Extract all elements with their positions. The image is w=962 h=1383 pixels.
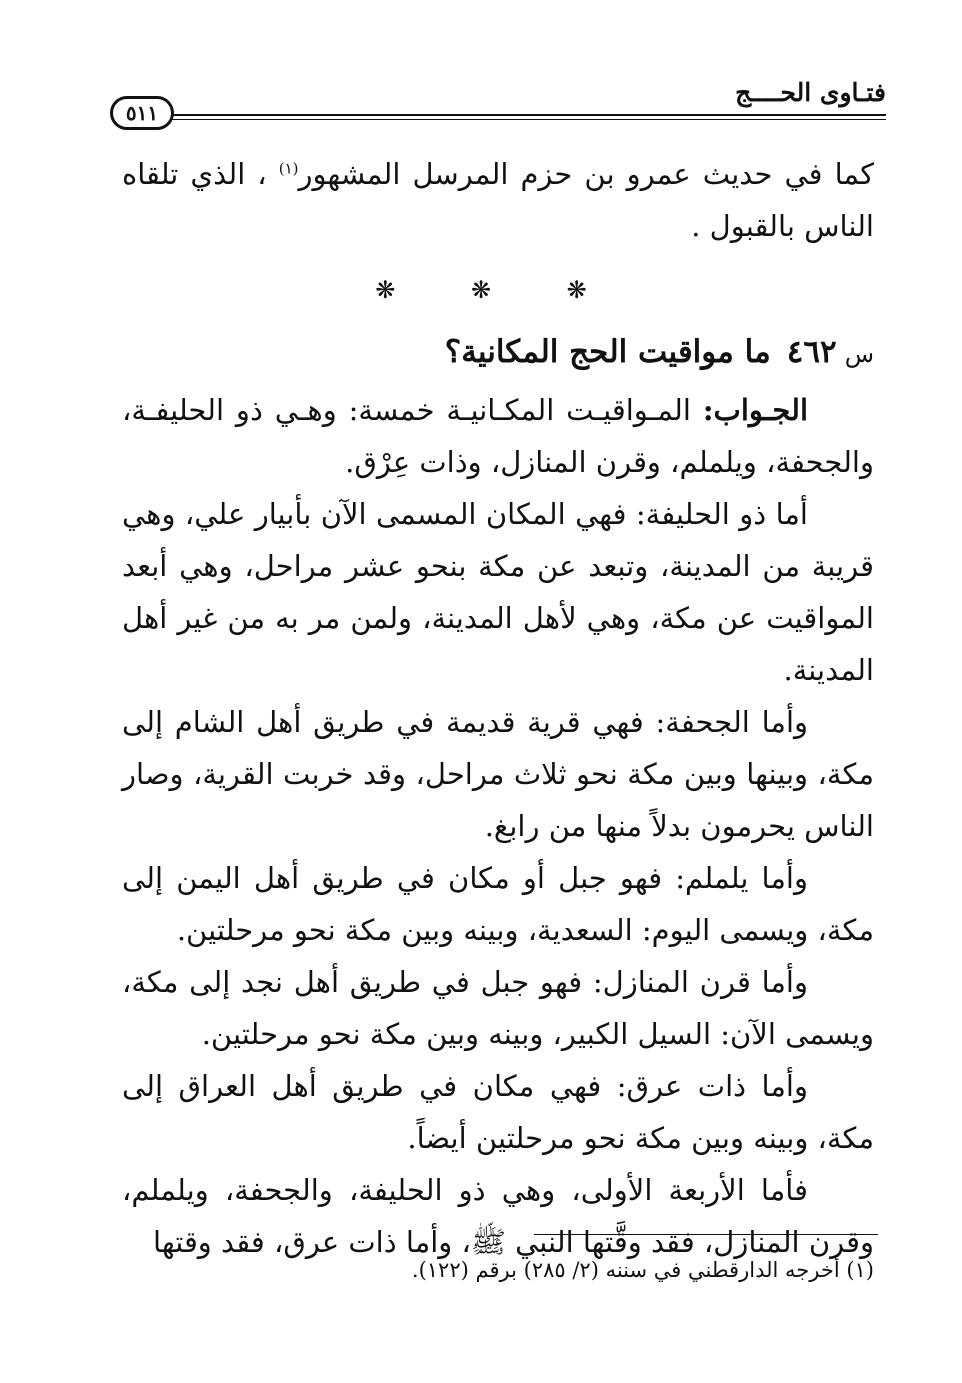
running-title: فتـاوى الحــــج — [735, 78, 886, 107]
page-number-badge: ٥١١ — [110, 96, 174, 130]
answer-text: المـواقيـت المكـانيـة خمسة: وهـي ذو الحليفـة، والجحفة، ويلملم، وقرن المنازل، وذات عِرْق. — [122, 393, 874, 479]
paragraph-dhat-irq: وأما ذات عرق: فهي مكان في طريق أهل العراق إلى مكة، وبينه وبين مكة نحو مرحلتين أيضاً. — [122, 1069, 874, 1155]
intro-text: كما في حديث عمرو بن حزم المرسل المشهور — [298, 157, 874, 191]
paragraph-juhfah: وأما الجحفة: فهي قرية قديمة في طريق أهل الشام إلى مكة، وبينها وبين مكة نحو ثلاث مراحل، وقد خربت القرية، وصار الناس يحرمون بدلاً منها من رابغ. — [122, 705, 874, 843]
paragraph-yalamlam: وأما يلملم: فهو جبل أو مكان في طريق أهل اليمن إلى مكة، ويسمى اليوم: السعدية، وبينه وبين مكة نحو مرحلتين. — [122, 861, 874, 947]
question-mark-symbol: س — [844, 340, 874, 368]
answer-paragraph — [122, 384, 874, 488]
paragraph-conclusion: فأما الأربعة الأولى، وهي ذو الحليفة، والجحفة، ويلملم، وقرن المنازل، فقد وقَّتها النبي ﷺ، وأما ذات عرق، فقد وقتها — [122, 1173, 874, 1259]
page-header — [110, 78, 886, 138]
question-number: ٤٦٢ — [786, 334, 837, 370]
intro-paragraph — [122, 148, 874, 252]
paragraph-dhul-hulayfah: أما ذو الحليفة: فهي المكان المسمى الآن بأبيار علي، وهي قريبة من المدينة، وتبعد عن مكة بنحو عشر مراحل، وهي أبعد المواقيت عن مكة، وهي لأهل المدينة، ولمن مر به من غير أهل المدينة. — [122, 497, 874, 687]
header-rule-thin — [172, 119, 886, 120]
footnote-ref: (١) — [278, 159, 299, 178]
question-heading — [122, 324, 874, 382]
footnote-rule — [534, 1234, 878, 1235]
answer-label: الجـواب: — [702, 393, 808, 427]
header-rule — [172, 114, 886, 116]
paragraph-qarn-al-manazil: وأما قرن المنازل: فهو جبل في طريق أهل نجد إلى مكة، ويسمى الآن: السيل الكبير، وبينه وبين مكة نحو مرحلتين. — [122, 965, 874, 1051]
question-text: ما مواقيت الحج المكانية؟ — [444, 334, 771, 370]
main-text — [122, 148, 874, 1268]
section-separator: ❋ ❋ ❋ — [375, 276, 621, 304]
intro-text-end: ، الذي تلقاه الناس بالقبول . — [122, 157, 874, 243]
footnote: (١) أخرجه الدارقطني في سننه (٢/ ٢٨٥) برقم (١٢٢). — [411, 1258, 874, 1282]
